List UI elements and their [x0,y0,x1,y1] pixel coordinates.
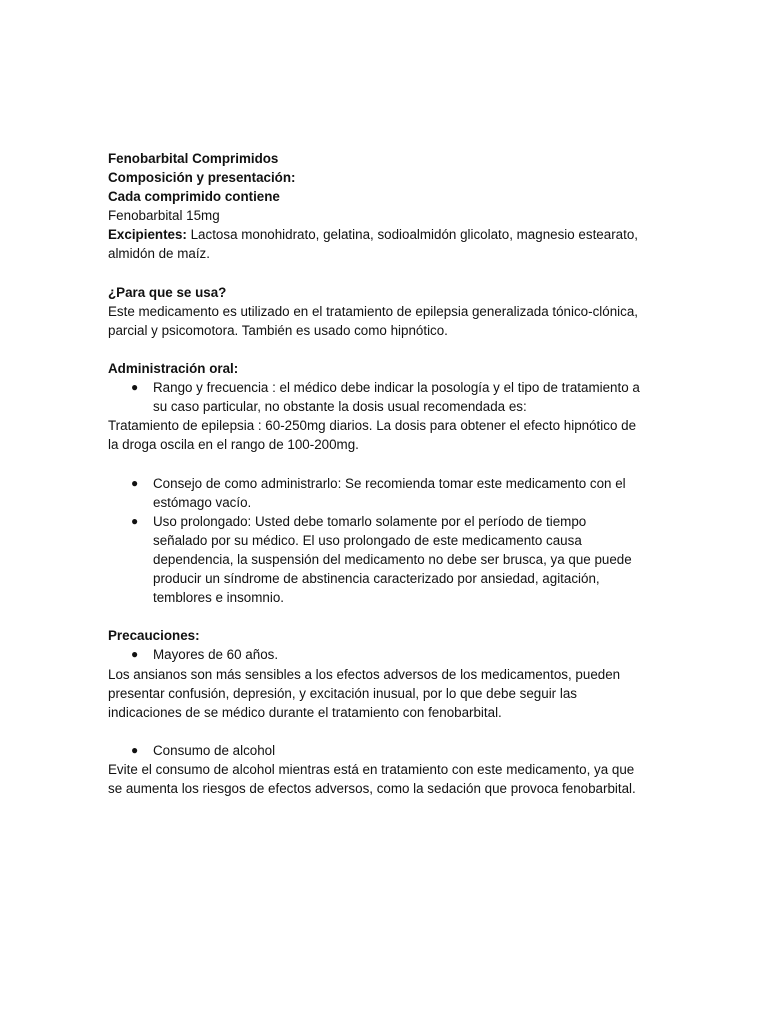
bullet-icon: ● [131,380,139,395]
administration-heading: Administración oral: [108,361,239,377]
list-item-range [108,378,668,416]
active-ingredient: Fenobarbital 15mg [108,208,220,224]
bullet-icon: ● [131,475,139,490]
usage-line-2: parcial y psicomotora. También es usado como hipnótico. [108,322,448,338]
excipients-line-2: almidón de maíz. [108,246,210,262]
prolonged-line-2: señalado por su médico. El uso prolongado de este medicamento causa [153,532,582,548]
alcohol-bullet-text: Consumo de alcohol [153,742,276,758]
administration-list [108,378,668,416]
precautions-list [108,645,668,664]
elderly-line-1: Los ansianos son más sensibles a los efectos adversos de los medicamentos, pueden [108,666,621,682]
document-title: Fenobarbital Comprimidos [108,151,279,166]
prolonged-line-5: temblores e insomnio. [153,590,284,606]
list-item-advice [108,474,668,512]
alcohol-line-1: Evite el consumo de alcohol mientras está en tratamiento con este medicamento, ya que [108,762,635,777]
range-line-1: Rango y frecuencia : el médico debe indicar la posología y el tipo de tratamiento a [153,380,640,396]
prolonged-line-4: producir un síndrome de abstinencia caracterizado por ansiedad, agitación, [153,571,600,587]
usage-heading: ¿Para que se usa? [108,284,227,300]
precautions-list-2 [108,741,668,760]
elderly-line-2: presentar confusión, depresión, y excitación inusual, por lo que debe seguir las [108,685,577,701]
tablet-heading: Cada comprimido contiene [108,189,280,205]
excipients-label: Excipientes: [108,227,187,243]
advice-line-1: Consejo de como administrarlo: Se recomienda tomar este medicamento con el [153,475,626,491]
list-item-alcohol [108,741,668,760]
document-page [108,149,668,798]
administration-list-2 [108,474,668,608]
alcohol-line-2: se aumenta los riesgos de efectos adversos, como la sedación que provoca fenobarbital. [108,781,636,797]
range-line-2: su caso particular, no obstante la dosis usual recomendada es: [153,399,527,415]
spacer [108,455,668,474]
spacer [108,264,668,283]
bullet-icon: ● [131,647,139,662]
bullet-icon: ● [131,513,139,528]
prolonged-line-1: Uso prolongado: Usted debe tomarlo solamente por el período de tiempo [153,513,587,529]
epilepsy-line-2: la droga oscila en el rango de 100-200mg. [108,437,359,453]
elderly-line-3: indicaciones de se médico durante el tratamiento con fenobarbital. [108,704,502,720]
bullet-icon: ● [131,742,139,757]
spacer [108,722,668,741]
excipients-text: Lactosa monohidrato, gelatina, sodioalmidón glicolato, magnesio estearato, [186,227,638,243]
list-item-prolonged [108,512,668,607]
epilepsy-line-1: Tratamiento de epilepsia : 60-250mg diarios. La dosis para obtener el efecto hipnótico de [108,418,637,434]
spacer [108,607,668,626]
prolonged-line-3: dependencia, la suspensión del medicamento no debe ser brusca, ya que puede [153,551,632,567]
advice-line-2: estómago vacío. [153,494,252,510]
usage-line-1: Este medicamento es utilizado en el tratamiento de epilepsia generalizada tónico-clónica, [108,303,638,319]
spacer [108,340,668,359]
list-item-elderly [108,645,668,664]
composition-heading: Composición y presentación: [108,170,296,186]
excipients-line-1 [108,225,668,244]
precautions-heading: Precauciones: [108,628,200,644]
elderly-bullet-text: Mayores de 60 años. [153,647,279,663]
